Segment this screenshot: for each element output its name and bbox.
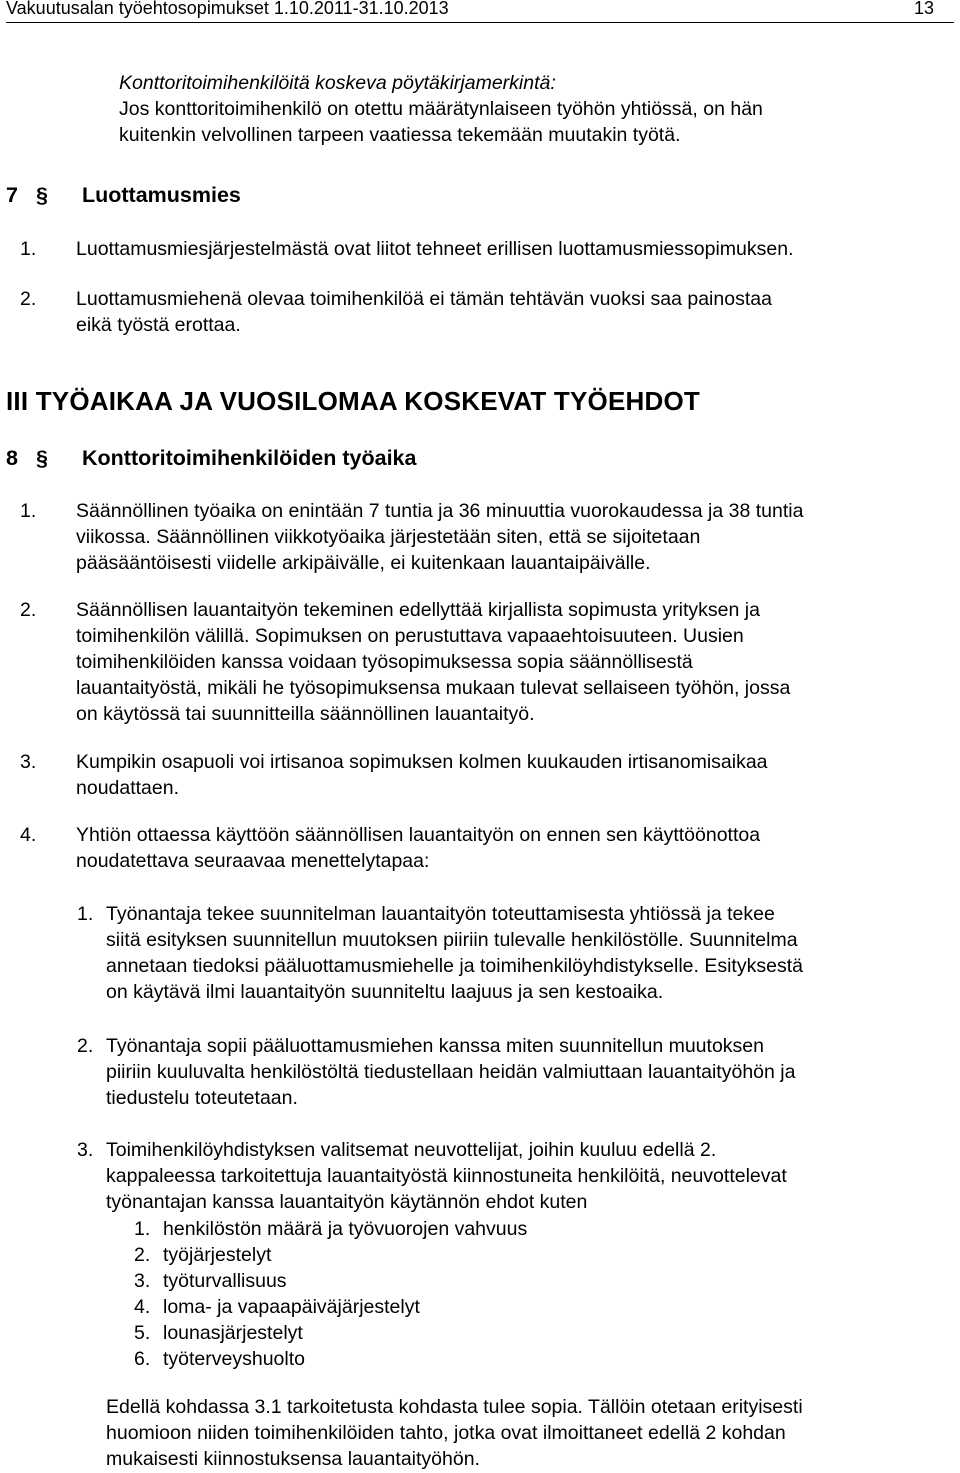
item-text: pääsääntöisesti viidelle arkipäivälle, ei kuitenkaan lauantaipäivälle. — [76, 552, 651, 574]
item-text: Työnantaja tekee suunnitelman lauantaityön toteuttamisesta yhtiössä ja tekee — [106, 903, 775, 925]
condition-item — [134, 1294, 834, 1320]
item-text: piiriin kuuluvalta henkilöstöltä tiedustellaan heidän valmiuttaan lauantaityöhön ja — [106, 1061, 796, 1083]
header-divider — [6, 22, 954, 23]
condition-item — [134, 1346, 834, 1372]
item-number: 1. — [134, 1218, 151, 1240]
item-text: toimihenkilöiden kanssa voidaan työsopimuksessa sopia säännöllisestä — [76, 651, 693, 673]
item-number: 5. — [134, 1322, 151, 1344]
item-text: siitä esityksen suunnitellun muutoksen piiriin tulevalle henkilöstölle. Suunnitelma — [106, 929, 798, 951]
item-number: 1. — [20, 238, 37, 260]
item-text: tiedustelu toteutetaan. — [106, 1087, 298, 1109]
section-title: Konttoritoimihenkilöiden työaika — [82, 446, 417, 470]
note-line: kuitenkin velvollinen tarpeen vaatiessa tekemään muutakin työtä. — [119, 124, 681, 146]
section-heading-7 — [6, 183, 241, 208]
item-text: Luottamusmiesjärjestelmästä ovat liitot tehneet erillisen luottamusmiessopimuksen. — [76, 238, 794, 260]
condition-item — [134, 1216, 834, 1242]
item-text: Työnantaja sopii pääluottamusmiehen kanssa miten suunnitellun muutoksen — [106, 1035, 764, 1057]
item-text: loma- ja vapaapäiväjärjestelyt — [163, 1296, 420, 1318]
paragraph-line: Edellä kohdassa 3.1 tarkoitetusta kohdasta tulee sopia. Tällöin otetaan erityisesti — [106, 1396, 803, 1418]
item-text: henkilöstön määrä ja työvuorojen vahvuus — [163, 1218, 528, 1240]
item-text: lauantaityöstä, mikäli he työsopimuksensa mukaan tulevat sellaiseen työhön, jossa — [76, 677, 791, 699]
chapter-heading: III TYÖAIKAA JA VUOSILOMAA KOSKEVAT TYÖEHDOT — [6, 386, 700, 416]
item-text: on käytävä ilmi lauantaityön suunniteltu laajuus ja sen kestoaika. — [106, 981, 664, 1003]
item-text: Säännöllinen työaika on enintään 7 tuntia ja 36 minuuttia vuorokaudessa ja 38 tuntia — [76, 500, 804, 522]
item-text: Kumpikin osapuoli voi irtisanoa sopimuksen kolmen kuukauden irtisanomisaikaa — [76, 751, 768, 773]
page-number: 13 — [913, 0, 934, 18]
item-text: eikä työstä erottaa. — [76, 314, 241, 336]
condition-item — [134, 1242, 834, 1268]
closing-paragraph — [106, 1394, 946, 1472]
condition-item — [134, 1268, 834, 1294]
item-number: 2. — [20, 599, 37, 621]
section-symbol: § — [36, 446, 48, 470]
item-text: Toimihenkilöyhdistyksen valitsemat neuvottelijat, joihin kuuluu edellä 2. — [106, 1139, 717, 1161]
item-text: viikossa. Säännöllinen viikkotyöaika järjestetään siten, että se sijoitetaan — [76, 526, 701, 548]
item-number: 2. — [20, 288, 37, 310]
item-number: 4. — [134, 1296, 151, 1318]
item-text: on käytössä tai suunnitteilla säännöllinen lauantaityö. — [76, 703, 535, 725]
item-number: 3. — [77, 1139, 94, 1161]
item-number: 3. — [134, 1270, 151, 1292]
item-text: Yhtiön ottaessa käyttöön säännöllisen lauantaityön on ennen sen käyttöönottoa — [76, 824, 761, 846]
item-number: 6. — [134, 1348, 151, 1370]
item-text: annetaan tiedoksi pääluottamusmiehelle ja toimihenkilöyhdistykselle. Esityksestä — [106, 955, 803, 977]
section-title: Luottamusmies — [82, 183, 241, 207]
condition-item — [134, 1320, 834, 1346]
item-text: lounasjärjestelyt — [163, 1322, 303, 1344]
item-text: työjärjestelyt — [163, 1244, 272, 1266]
item-text: työterveyshuolto — [163, 1348, 305, 1370]
item-text: toimihenkilön välillä. Sopimuksen on perustuttava vapaaehtoisuuteen. Uusien — [76, 625, 744, 647]
document-title: Vakuutusalan työehtosopimukset 1.10.2011-31.10.2013 — [6, 0, 449, 18]
paragraph-line: huomioon niiden toimihenkilöiden tahto, jotka ovat ilmoittaneet edellä 2 kohdan — [106, 1422, 786, 1444]
conditions-list — [134, 1216, 834, 1372]
protocol-note — [119, 70, 763, 148]
section-heading-8 — [6, 446, 416, 471]
item-text: Luottamusmiehenä olevaa toimihenkilöä ei tämän tehtävän vuoksi saa painostaa — [76, 288, 772, 310]
item-number: 3. — [20, 751, 37, 773]
item-text: Säännöllisen lauantaityön tekeminen edellyttää kirjallista sopimusta yrityksen ja — [76, 599, 760, 621]
section-number: 7 — [6, 183, 18, 207]
item-number: 2. — [134, 1244, 151, 1266]
item-number: 4. — [20, 824, 37, 846]
note-line: Jos konttoritoimihenkilö on otettu määrätynlaiseen työhön yhtiössä, on hän — [119, 98, 763, 120]
section-symbol: § — [36, 183, 48, 207]
item-text: kappaleessa tarkoitettuja lauantaityöstä kiinnostuneita henkilöitä, neuvottelevat — [106, 1165, 787, 1187]
item-number: 1. — [77, 903, 94, 925]
item-text: noudatettava seuraavaa menettelytapaa: — [76, 850, 430, 872]
page-header — [0, 0, 960, 20]
item-number: 1. — [20, 500, 37, 522]
item-number: 2. — [77, 1035, 94, 1057]
item-text: työturvallisuus — [163, 1270, 287, 1292]
item-text: työnantajan kanssa lauantaityön käytännön ehdot kuten — [106, 1191, 588, 1213]
item-text: noudattaen. — [76, 777, 180, 799]
section-number: 8 — [6, 446, 18, 470]
note-title: Konttoritoimihenkilöitä koskeva pöytäkirjamerkintä: — [119, 72, 556, 94]
paragraph-line: mukaisesti kiinnostuksensa lauantaityöhön. — [106, 1448, 480, 1470]
